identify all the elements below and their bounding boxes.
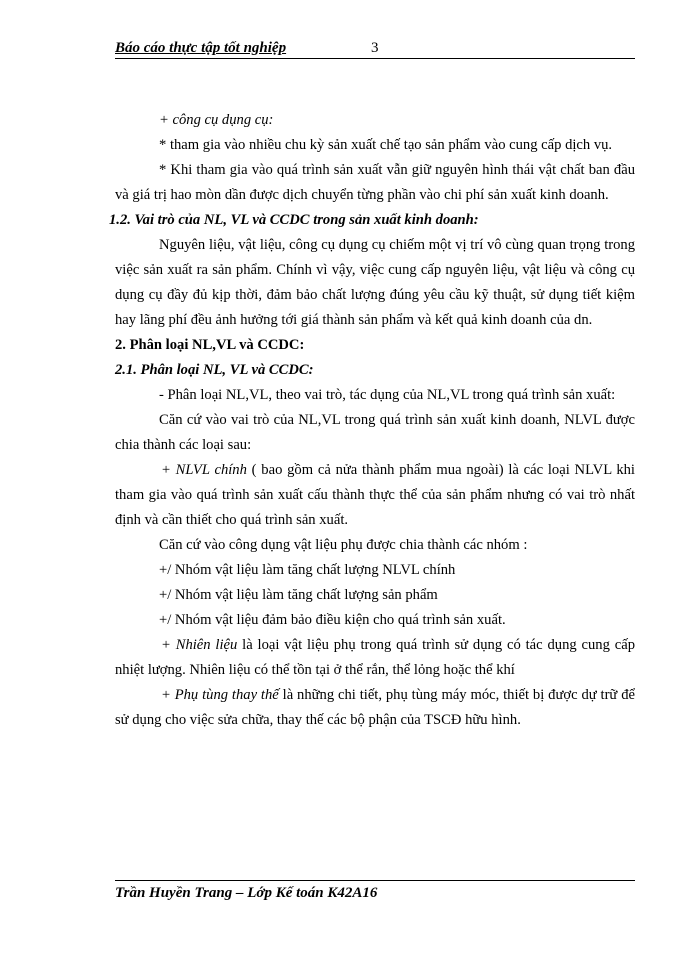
header-title: Báo cáo thực tập tốt nghiệp (115, 40, 287, 56)
list-item-group-1: +/ Nhóm vật liệu làm tăng chất lượng NLVL chính (159, 562, 456, 578)
paragraph-tools-point-2: * Khi tham gia vào quá trình sản xuất vẫn giữ nguyên hình thái vật chất ban đầu và giá trị hao mòn dần được dịch chuyển từng phần vào chi phí sản xuất kinh doanh. (115, 162, 635, 203)
paragraph-aux-groups: Căn cứ vào công dụng vật liệu phụ được chia thành các nhóm : (159, 537, 528, 553)
section-heading-2: 2. Phân loại NL,VL và CCDC: (115, 337, 305, 353)
paragraph-basis: Căn cứ vào vai trò của NL,VL trong quá trình sản xuất kinh doanh, NLVL được chia thành các loại sau: (115, 412, 635, 453)
spare-parts-term: + Phụ tùng thay thế (161, 687, 279, 703)
main-materials-term: + NLVL chính (161, 462, 247, 478)
spare-parts-text: là những chi tiết, phụ tùng máy móc, thiết bị được dự trữ để sử dụng cho việc sửa chữa, thay thế các bộ phận của TSCĐ hữu hình. (115, 687, 635, 728)
page-number: 3 (371, 40, 379, 56)
paragraph-classification: - Phân loại NL,VL, theo vai trò, tác dụng của NL,VL trong quá trình sản xuất: (159, 387, 616, 403)
paragraph-tools: + công cụ dụng cụ: (159, 112, 274, 128)
paragraph-tools-point-1: * tham gia vào nhiều chu kỳ sản xuất chế tạo sản phẩm vào cung cấp dịch vụ. (159, 137, 613, 153)
document-body (109, 108, 635, 733)
page-footer (115, 880, 635, 902)
paragraph-main-materials (115, 458, 635, 533)
list-item-group-3: +/ Nhóm vật liệu đảm bảo điều kiện cho quá trình sản xuất. (159, 612, 506, 628)
fuel-term: + Nhiên liệu (161, 637, 238, 653)
list-item-group-2: +/ Nhóm vật liệu làm tăng chất lượng sản phẩm (159, 587, 438, 603)
main-materials-text: ( bao gồm cả nửa thành phẩm mua ngoài) là các loại NLVL khi tham gia vào quá trình sản xuất cấu thành thực thể của sản phẩm nhưng có vai trò nhất định và cần thiết cho quá trình sản xuất. (115, 462, 635, 528)
section-heading-1-2: 1.2. Vai trò của NL, VL và CCDC trong sản xuất kinh doanh: (109, 212, 479, 228)
paragraph-spare-parts (115, 683, 635, 733)
section-heading-2-1: 2.1. Phân loại NL, VL và CCDC: (115, 362, 314, 378)
paragraph-role: Nguyên liệu, vật liệu, công cụ dụng cụ chiếm một vị trí vô cùng quan trọng trong việc sản xuất ra sản phẩm. Chính vì vậy, việc cung cấp nguyên liệu, vật liệu và công cụ dụng cụ đầy đủ kịp thời, đảm bảo chất lượng đúng yêu cầu kỹ thuật, sử dụng tiết kiệm hay lãng phí đều ảnh hưởng tới giá thành sản phẩm và kết quả kinh doanh của dn. (115, 237, 635, 328)
footer-author: Trần Huyền Trang – Lớp Kế toán K42A16 (115, 885, 378, 901)
paragraph-fuel (115, 633, 635, 683)
fuel-text: là loại vật liệu phụ trong quá trình sử dụng có tác dụng cung cấp nhiệt lượng. Nhiên liệu có thể tồn tại ở thể rắn, thể lỏng hoặc thể khí (115, 637, 635, 678)
page-header (115, 38, 635, 59)
